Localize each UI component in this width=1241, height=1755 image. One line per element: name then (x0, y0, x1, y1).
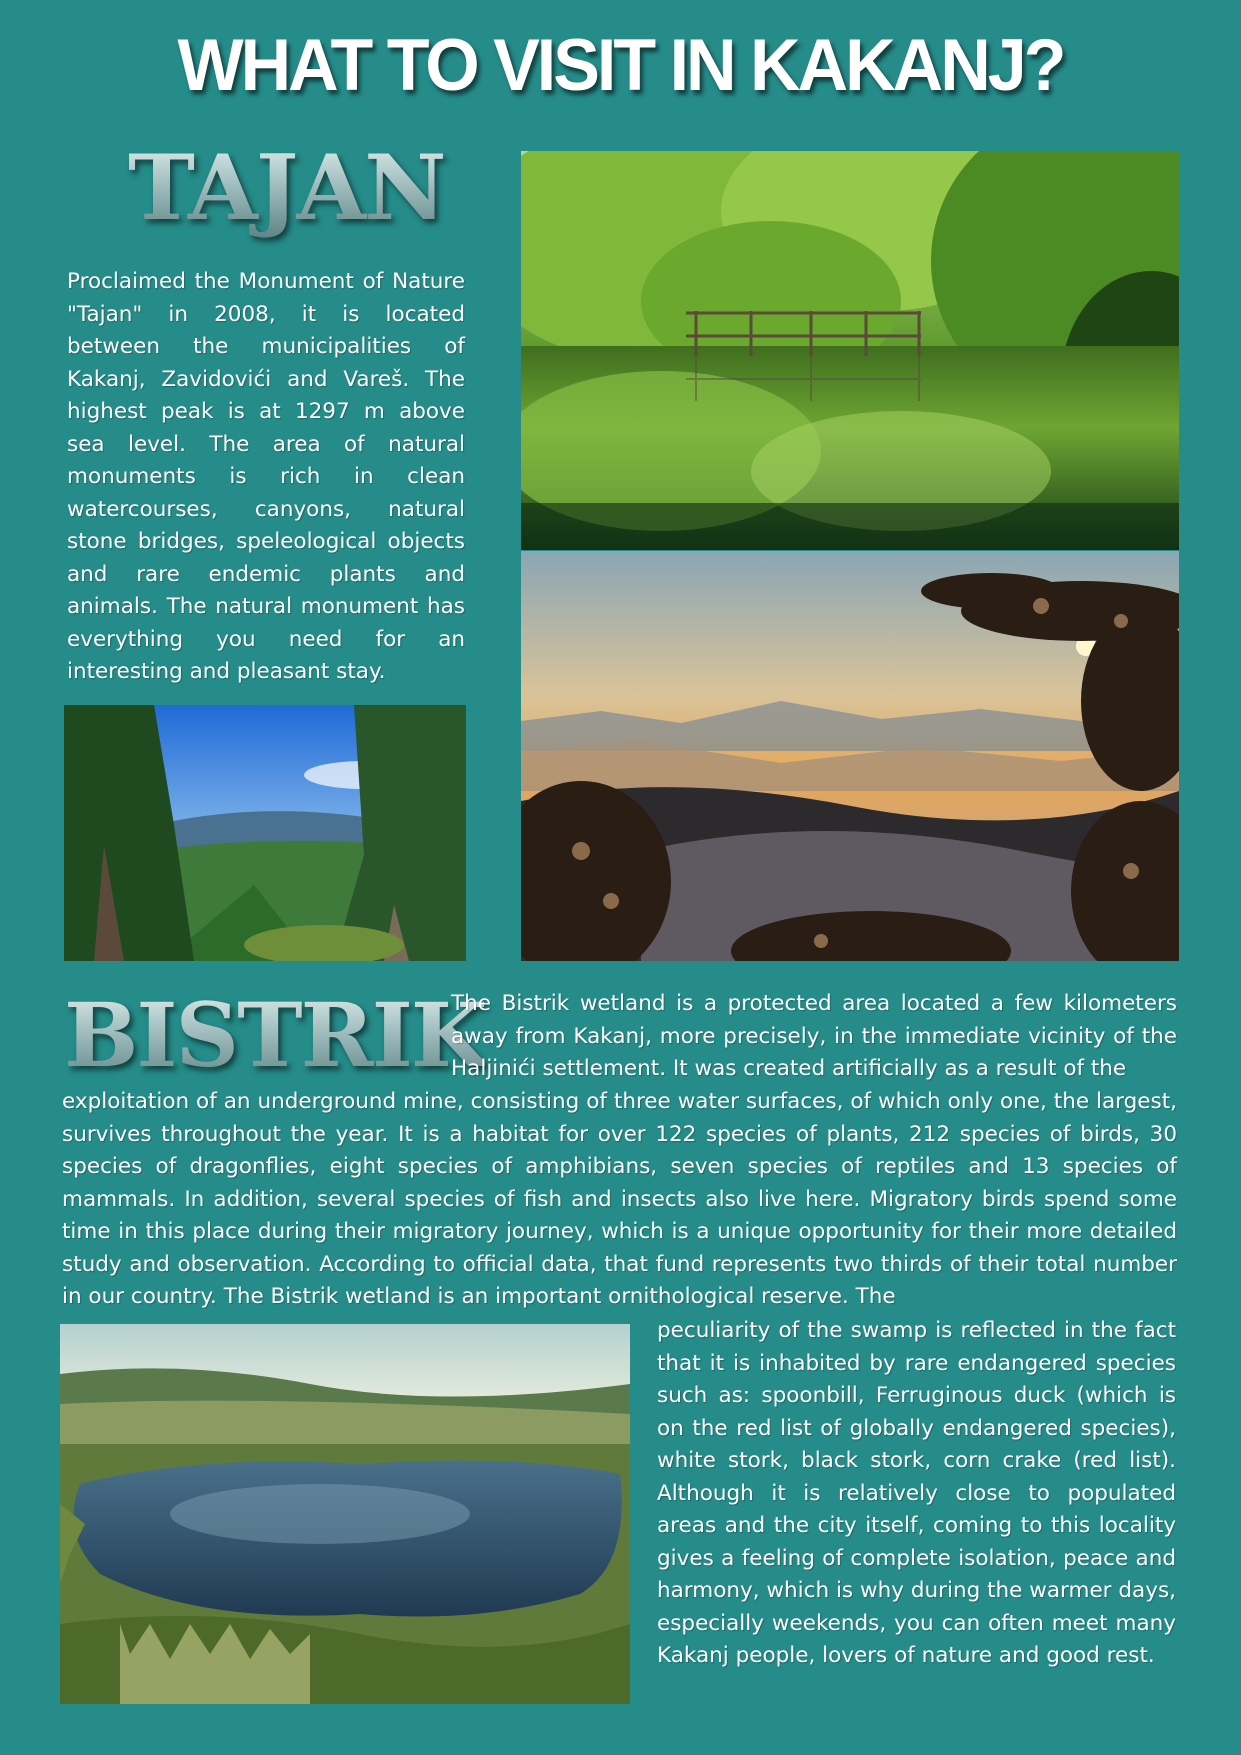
page-title: WHAT TO VISIT IN KAKANJ? (177, 24, 1064, 106)
forest-lake-photo (521, 151, 1179, 550)
sunset-pine-photo (521, 551, 1179, 961)
bistrik-description-main: exploitation of an underground mine, consisting of three water surfaces, of which only one, the largest, survives throughout the year. It is a habitat for over 122 species of plants, 212 species of birds, 30 species of dragonflies, eight species of amphibians, seven species of reptiles and 13 species of mammals. In addition, several species of fish and insects also live here. Migratory birds spend some time in this place during their migratory journey, which is a unique opportunity for their more detailed study and observation. According to official data, that fund represents two thirds of their total number in our country. The Bistrik wetland is an important ornithological reserve. The (62, 1089, 1177, 1309)
tajan-heading: TAJAN (128, 135, 445, 241)
bistrik-wetland-photo (60, 1324, 630, 1704)
mountain-forest-photo (64, 705, 466, 961)
bistrik-description-intro: The Bistrik wetland is a protected area located a few kilometers away from Kakanj, more precisely, in the immediate vicinity of the Haljinići settlement. It was created artificially as a result of the (451, 991, 1177, 1081)
bistrik-heading: BISTRIK (64, 983, 486, 1087)
tajan-description: Proclaimed the Monument of Nature "Tajan" in 2008, it is located between the municipalities of Kakanj, Zavidovići and Vareš. The highest peak is at 1297 m above sea level. The area of natural monuments is rich in clean watercourses, canyons, natural stone bridges, speleological objects and rare endemic plants and animals. The natural monument has everything you need for an interesting and pleasant stay. (67, 269, 465, 684)
bistrik-description-continued: peculiarity of the swamp is reflected in the fact that it is inhabited by rare endangered species such as: spoonbill, Ferruginous duck (which is on the red list of globally endangered species), white stork, black stork, corn crake (red list). Although it is relatively close to populated areas and the city itself, coming to this locality gives a feeling of complete isolation, peace and harmony, which is why during the warmer days, especially weekends, you can often meet many Kakanj people, lovers of nature and good rest. (657, 1318, 1176, 1668)
